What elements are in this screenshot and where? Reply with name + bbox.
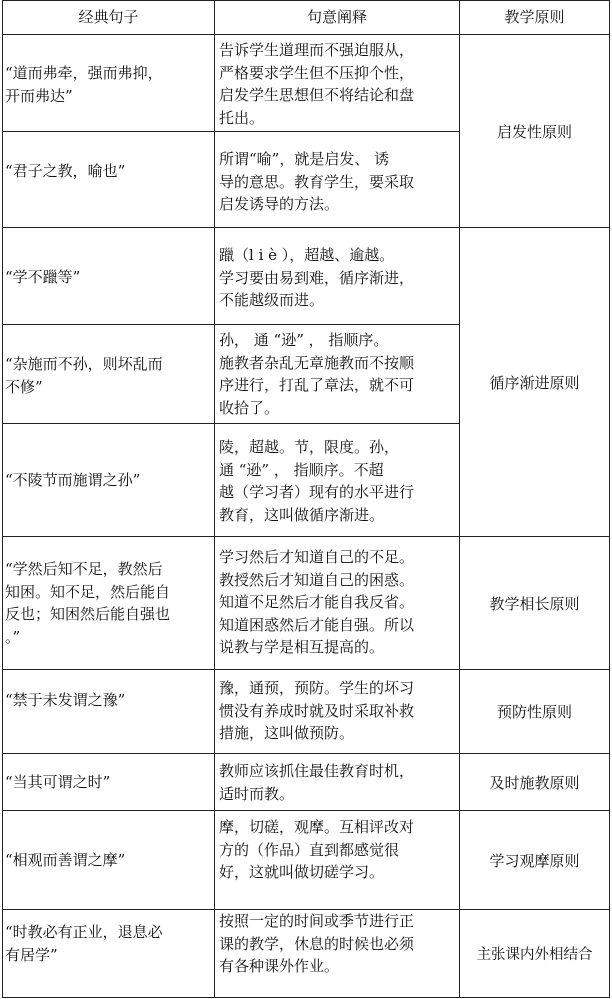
- header-meaning: 句意阐释: [306, 8, 367, 26]
- principle-cell: 循序渐进原则: [489, 373, 580, 392]
- meaning-cell: 所谓“喻”，就是启发、 诱 导的意思。教育学生，要采取 启发诱导的方法。: [219, 150, 415, 213]
- meaning-cell: 摩，切磋，观摩。互相评改对 方的（作品）直到都感觉很 好，这就叫做切磋学习。: [219, 818, 415, 881]
- table-rule: [2, 0, 610, 1]
- principle-cell: 学习观摩原则: [489, 851, 580, 870]
- sentence-cell: “不陵节而施谓之孙”: [5, 471, 141, 489]
- table-rule: [2, 131, 460, 132]
- sentence-cell: “学不躐等”: [5, 268, 81, 286]
- sentence-cell: “学然后知不足，教然后 知困。知不足，然后能自 反也；知困然后能自强也 。”: [5, 560, 171, 646]
- table-rule: [2, 997, 610, 998]
- table-rule: [2, 423, 460, 424]
- sentence-cell: “禁于未发谓之豫”: [5, 691, 126, 709]
- meaning-cell: 教师应该抓住最佳教育时机， 适时而教。: [219, 762, 415, 803]
- header-principle: 教学原则: [504, 8, 565, 26]
- meaning-cell: 告诉学生道理而不强迫服从， 严格要求学生但不压抑个性， 启发学生思想但不将结论和盘 托出。: [219, 41, 415, 127]
- sentence-cell: “时教必有正业，退息必 有居学”: [5, 923, 163, 964]
- meaning-cell: 学习然后才知道自己的不足。 教授然后才知道自己的困惑。 知道不足然后才能自我反省。 知道困惑然后才能自强。所以 说教与学是相互提高的。: [219, 548, 415, 656]
- meaning-cell: 豫，通预，预防。学生的坏习 惯没有养成时就及时采取补救 措施，这叫做预防。: [219, 679, 415, 742]
- table-rule: [2, 810, 610, 811]
- meaning-cell: 按照一定的时间或季节进行正 课的教学，休息的时候也必须 有各种课外作业。: [219, 912, 415, 975]
- meaning-cell: 陵，超越。节，限度。孙， 通 “逊” ， 指顺序。不超 越（学习者）现有的水平进行 教育，这叫做循序渐进。: [219, 438, 415, 524]
- table-rule: [459, 0, 460, 998]
- table-rule: [2, 0, 3, 998]
- principle-cell: 及时施教原则: [489, 773, 580, 792]
- sentence-cell: “当其可谓之时”: [5, 773, 111, 791]
- principle-cell: 启发性原则: [496, 122, 572, 141]
- table-rule: [2, 753, 610, 754]
- table-rule: [2, 909, 610, 910]
- sentence-cell: “相观而善谓之摩”: [5, 851, 126, 869]
- principle-cell: 预防性原则: [496, 703, 572, 721]
- table-rule: [2, 227, 610, 228]
- sentence-cell: “道而弗牵，强而弗抑， 开而弗达”: [5, 64, 163, 105]
- header-sentence: 经典句子: [78, 8, 139, 26]
- meaning-cell: 孙， 通 “逊” ， 指顺序。 施教者杂乱无章施教而不按顺 序进行，打乱了章法，就不可 收拾了。: [219, 331, 415, 417]
- sentence-cell: “杂施而不孙，则坏乱而 不修”: [5, 355, 163, 396]
- principle-cell: 教学相长原则: [489, 594, 580, 613]
- sentence-cell: “君子之教，喻也”: [5, 162, 126, 180]
- table-rule: [214, 0, 215, 998]
- table-rule: [2, 34, 610, 35]
- table-rule: [2, 324, 460, 325]
- meaning-cell: 躐（l i è ），超越、逾越。 学习要由易到难，循序渐进， 不能越级而进。: [219, 246, 415, 309]
- table-rule: [2, 536, 610, 537]
- principle-cell: 主张课内外相结合: [476, 946, 593, 963]
- table-rule: [2, 669, 610, 670]
- table-rule: [609, 0, 610, 998]
